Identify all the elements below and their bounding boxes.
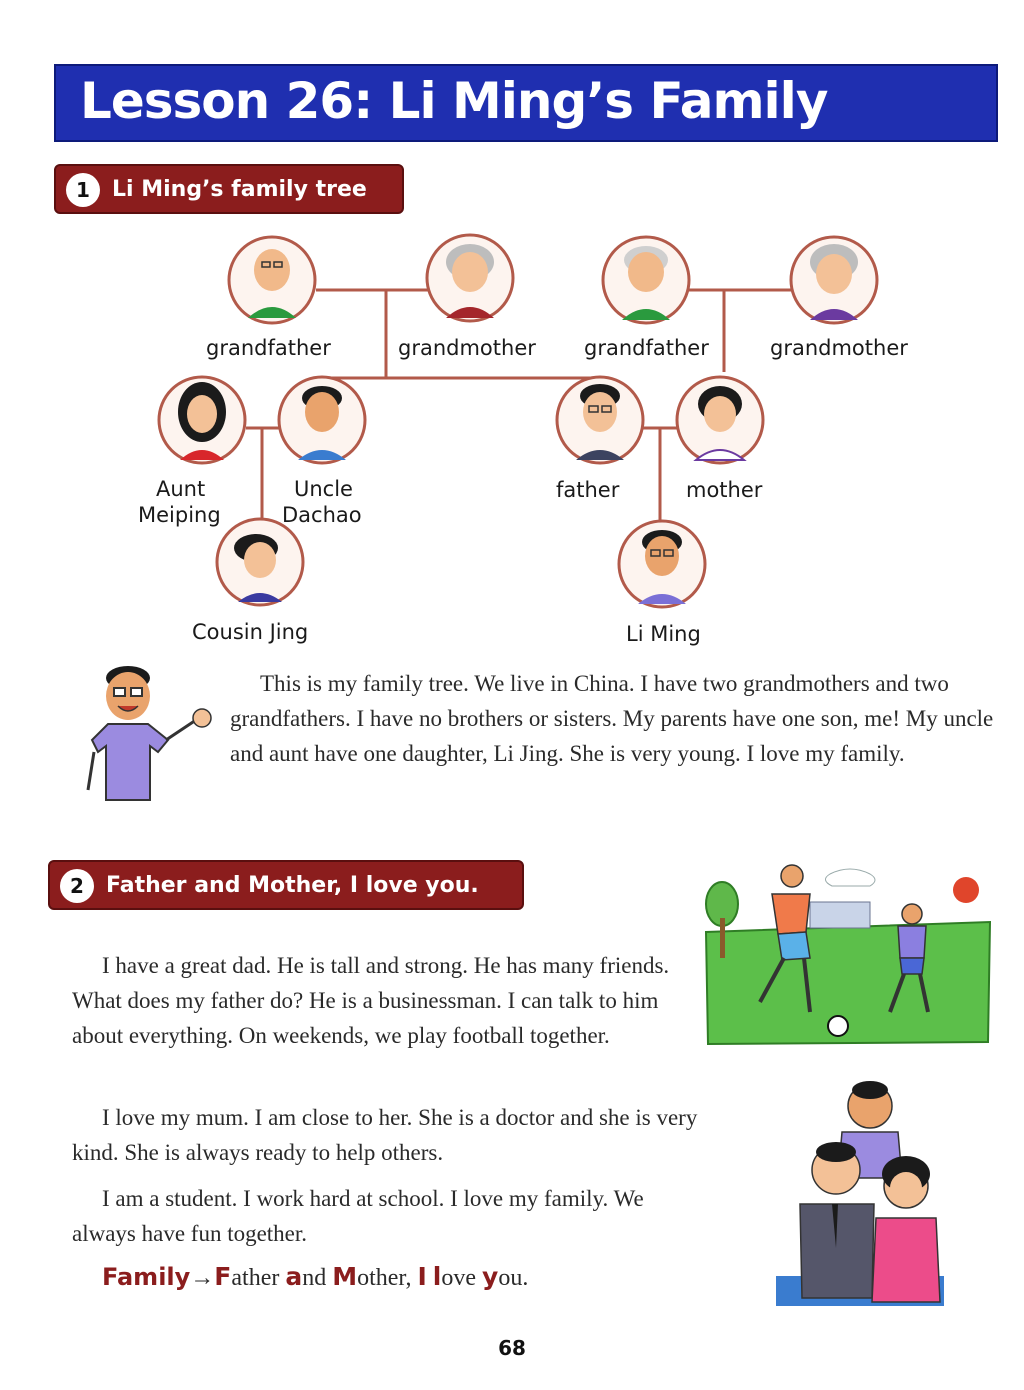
portrait-grandmother-1 bbox=[427, 235, 513, 321]
label-grandfather-1: grandfather bbox=[206, 336, 331, 360]
motto-a-cap: a bbox=[285, 1262, 303, 1291]
intro-paragraph: This is my family tree. We live in China. I have two grandmothers and two grandfathers. I have no brothers or sisters. My parents have one son, me! My uncle and aunt have one daughter, Li Jing. She is very young. I love my family. bbox=[230, 671, 994, 766]
motto-f-cap: F bbox=[214, 1262, 232, 1291]
motto-m-cap: M bbox=[332, 1262, 358, 1291]
portrait-uncle-dachao bbox=[279, 377, 365, 463]
portrait-cousin-jing bbox=[217, 519, 303, 605]
li-ming-waving-illustration bbox=[78, 660, 223, 810]
label-father: father bbox=[556, 478, 620, 502]
section-2-header bbox=[48, 860, 524, 910]
portrait-father bbox=[557, 377, 643, 463]
portrait-mother bbox=[677, 377, 763, 463]
label-uncle-line1: Uncle bbox=[294, 477, 353, 501]
label-aunt-line1: Aunt bbox=[156, 477, 206, 501]
family-portrait-illustration bbox=[776, 1078, 948, 1310]
page-number: 68 bbox=[498, 1336, 526, 1360]
family-tree-graphic bbox=[0, 0, 1024, 660]
label-cousin-jing: Cousin Jing bbox=[192, 620, 309, 644]
motto-y-rest: ou. bbox=[498, 1265, 529, 1291]
label-mother: mother bbox=[686, 478, 763, 502]
portrait-grandfather-1 bbox=[229, 237, 315, 323]
football-scene-illustration bbox=[700, 862, 1000, 1052]
label-grandmother-2: grandmother bbox=[770, 336, 908, 360]
label-grandfather-2: grandfather bbox=[584, 336, 709, 360]
motto-l-cap: l bbox=[432, 1262, 442, 1291]
portrait-li-ming bbox=[619, 521, 705, 607]
section-2-title: Father and Mother, I love you. bbox=[106, 873, 479, 898]
motto-a-rest: nd bbox=[302, 1265, 333, 1291]
label-grandmother-1: grandmother bbox=[398, 336, 536, 360]
section-1-number: 1 bbox=[66, 173, 100, 207]
motto-y-cap: y bbox=[482, 1262, 499, 1291]
motto-word: Family bbox=[102, 1263, 191, 1291]
section-2-number: 2 bbox=[60, 869, 94, 903]
motto-f-rest: ather bbox=[231, 1265, 286, 1291]
section-1-title: Li Ming’s family tree bbox=[112, 177, 367, 202]
section-2-paragraph-1: I have a great dad. He is tall and strong. He has many friends. What does my father do? He is a businessman. I can talk to him about everything. On weekends, we play football together. bbox=[72, 953, 670, 1048]
label-aunt-line2: Meiping bbox=[138, 503, 221, 527]
label-uncle-line2: Dachao bbox=[282, 503, 362, 527]
motto-i-cap: I bbox=[417, 1262, 427, 1291]
label-li-ming: Li Ming bbox=[626, 622, 701, 646]
section-2-paragraph-2: I love my mum. I am close to her. She is a doctor and she is very kind. She is always ready to help others. bbox=[72, 1105, 698, 1165]
portrait-grandmother-2 bbox=[791, 237, 877, 323]
portrait-aunt-meiping bbox=[159, 377, 245, 463]
lesson-title: Lesson 26: Li Ming’s Family bbox=[80, 72, 828, 130]
section-2-paragraph-3: I am a student. I work hard at school. I love my family. We always have fun together. bbox=[72, 1186, 644, 1246]
motto-l-rest: ove bbox=[441, 1265, 483, 1291]
portrait-grandfather-2 bbox=[603, 237, 689, 323]
family-acronym-motto bbox=[102, 1262, 528, 1292]
motto-m-rest: other, bbox=[357, 1265, 418, 1291]
motto-arrow: → bbox=[190, 1265, 215, 1291]
